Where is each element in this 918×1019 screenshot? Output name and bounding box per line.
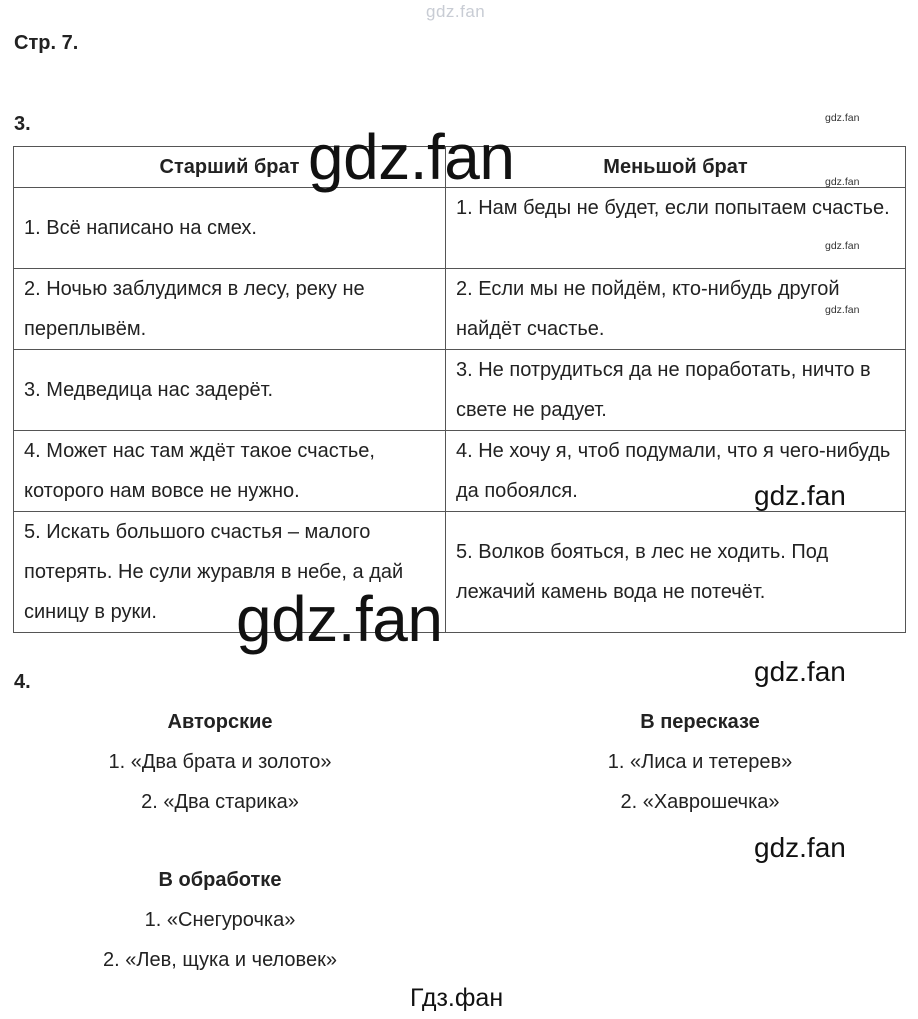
watermark-medium-2: gdz.fan bbox=[754, 656, 846, 687]
footer-watermark: Гдз.фан bbox=[410, 984, 504, 1012]
page-label: Стр. 7. bbox=[14, 32, 79, 54]
group-retold bbox=[580, 702, 820, 822]
watermark-medium-3: gdz.fan bbox=[754, 832, 846, 863]
watermark-top: gdz.fan bbox=[426, 2, 486, 21]
list-item: 2. «Хаврошечка» bbox=[620, 791, 780, 813]
older-cell-3: 3. Медведица нас задерёт. bbox=[14, 350, 446, 431]
younger-cell-5: 5. Волков бояться, в лес не ходить. Под лежачий камень вода не потечёт. bbox=[446, 512, 906, 633]
task3-number: 3. bbox=[14, 113, 31, 135]
watermark-large-1: gdz.fan bbox=[308, 121, 515, 193]
older-cell-1: 1. Всё написано на смех. bbox=[14, 188, 446, 269]
list-item: 1. «Снегурочка» bbox=[144, 909, 296, 931]
task4-number: 4. bbox=[14, 671, 31, 693]
watermark-small-4: gdz.fan bbox=[825, 304, 860, 316]
watermark-small-3: gdz.fan bbox=[825, 240, 860, 252]
watermark-large-2: gdz.fan bbox=[236, 583, 443, 655]
comparison-table bbox=[13, 146, 906, 633]
watermark-medium-1: gdz.fan bbox=[754, 480, 846, 511]
group-adapted bbox=[70, 860, 370, 980]
group-retold-title: В пересказе bbox=[640, 711, 760, 733]
group-authors bbox=[80, 702, 360, 822]
list-item: 2. «Два старика» bbox=[141, 791, 299, 813]
table-row bbox=[14, 269, 906, 350]
group-adapted-title: В обработке bbox=[158, 869, 282, 891]
group-authors-title: Авторские bbox=[167, 711, 273, 733]
older-cell-4: 4. Может нас там ждёт такое счастье, которого нам вовсе не нужно. bbox=[14, 431, 446, 512]
watermark-small-1: gdz.fan bbox=[825, 112, 860, 124]
table-row bbox=[14, 512, 906, 633]
older-cell-5: 5. Искать большого счастья – малого потерять. Не сули журавля в небе, а дай синицу в руки. bbox=[14, 512, 446, 633]
list-item: 2. «Лев, щука и человек» bbox=[103, 949, 337, 971]
list-item: 1. «Два брата и золото» bbox=[108, 751, 332, 773]
table-row bbox=[14, 350, 906, 431]
header-younger-brother: Меньшой брат bbox=[446, 147, 906, 188]
watermark-small-2: gdz.fan bbox=[825, 176, 860, 188]
younger-cell-2: 2. Если мы не пойдём, кто-нибудь другой найдёт счастье. bbox=[446, 269, 906, 350]
older-cell-2: 2. Ночью заблудимся в лесу, реку не переплывём. bbox=[14, 269, 446, 350]
younger-cell-3: 3. Не потрудиться да не поработать, ничто в свете не радует. bbox=[446, 350, 906, 431]
header-older-brother: Старший брат bbox=[14, 147, 446, 188]
younger-cell-4: 4. Не хочу я, чтоб подумали, что я чего-нибудь да побоялся. bbox=[446, 431, 906, 512]
table-row bbox=[14, 188, 906, 269]
list-item: 1. «Лиса и тетерев» bbox=[607, 751, 793, 773]
younger-cell-1: 1. Нам беды не будет, если попытаем счастье. bbox=[446, 188, 906, 269]
